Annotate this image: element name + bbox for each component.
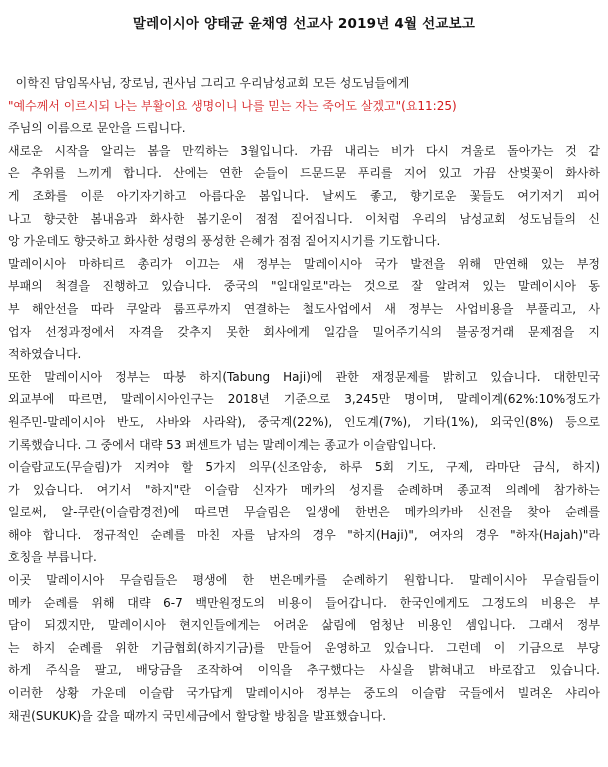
paragraph-line: 기록했습니다. 그 중에서 대략 53 퍼센트가 넘는 말레이계는 종교가 이슬람입니다. [8, 437, 437, 452]
paragraph-line: 이슬람교도(무슬림)가 지켜야 할 5가지 의무(신조암송, 하루 5회 기도, 구제, 라마단 금식, 하지) [8, 460, 600, 475]
paragraph-1 [8, 140, 600, 253]
paragraph-line: 적하였습니다. [8, 347, 82, 362]
paragraph-line: 하게 주식을 팔고, 배당금을 조작하여 이익을 추구했다는 사실을 밝혀내고 바로잡고 있습니다. [8, 663, 600, 678]
paragraph-2 [8, 253, 600, 366]
paragraph-line: 부 해안선을 따라 쿠알라 룸프루까지 연결하는 철도사업에서 새 정부는 사업비용을 부풀리고, 사 [8, 301, 600, 316]
paragraph-line: 새로운 시작을 알리는 봄을 만끽하는 3월입니다. 가끔 내리는 비가 다시 겨울로 돌아가는 것 같 [8, 143, 600, 158]
paragraph-4 [8, 456, 600, 569]
paragraph-line: 게 조화를 이룬 아기자기하고 아름다운 봄입니다. 날씨도 좋고, 향기로운 꽃들도 여기저기 피어 [8, 188, 600, 203]
paragraph-line: 앙 가운데도 향긋하고 화사한 성령의 풍성한 은혜가 점점 짙어지시기를 기도합니다. [8, 234, 441, 249]
paragraph-line: 호칭을 부릅니다. [8, 550, 97, 565]
paragraph-line: 또한 말레이시아 정부는 따붕 하지(Tabung Haji)에 관한 재정문제를 밝히고 있습니다. 대한민국 [8, 369, 600, 384]
paragraph-line: 해야 합니다. 정규적인 순례를 마친 자를 남자의 경우 "하지(Haji)", 여자의 경우 "하자(Hajah)"라 [8, 527, 600, 542]
paragraph-line: 부패의 척결을 진행하고 있습니다. 중국의 "일대일로"라는 것으로 잘 알려져 있는 말레이시아 동 [8, 279, 600, 294]
paragraph-line: 가 있습니다. 여기서 "하지"란 이슬람 신자가 메카의 성지를 순례하며 종교적 의례에 참가하는 [8, 482, 600, 497]
paragraph-line: 업자 선정과정에서 자격을 갖추지 못한 회사에게 일감을 밀어주기식의 불공정거래 문제점을 지 [8, 324, 600, 339]
salutation-line: 주님의 이름으로 문안을 드립니다. [8, 121, 186, 136]
page-title: 말레이시아 양태균 윤채영 선교사 2019년 4월 선교보고 [132, 16, 476, 32]
scripture-verse: "예수께서 이르시되 나는 부활이요 생명이니 나를 믿는 자는 죽어도 살겠고"(요11:25) [8, 98, 457, 113]
paragraph-line: 나고 향긋한 봄내음과 화사한 봄기운이 점점 짙어집니다. 이처럼 우리의 남성교회 성도님들의 신 [8, 211, 600, 226]
paragraph-line: 담이 되겠지만, 말레이시아 현지인들에게는 어려운 삶림에 엄청난 비용인 셈입니다. 그래서 정부 [8, 618, 600, 633]
paragraph-line: 이곳 말레이시아 무슬림들은 평생에 한 번은메카를 순례하기 원합니다. 말레이시아 무슬림들이 [8, 573, 600, 588]
paragraph-line: 외교부에 따르면, 말레이시아인구는 2018년 기준으로 3,245만 명이며, 말레이계(62%:10%정도가 [8, 392, 600, 407]
paragraph-line: 메카 순례를 위해 대략 6-7 백만원정도의 비용이 들어갑니다. 한국인에게도 그정도의 비용은 부 [8, 595, 600, 610]
paragraph-line: 말레이시아 마하티르 총리가 이끄는 새 정부는 말레이시아 국가 발전을 위해 만연해 있는 부정 [8, 256, 600, 271]
paragraph-line: 일로써, 알-쿠란(이슬람경전)에 따르면 무슬림은 일생에 한번은 메카의카바 신전을 찾아 순례를 [8, 505, 600, 520]
paragraph-line: 원주민-말레이시아 반도, 사바와 사라왁), 중국계(22%), 인도계(7%), 기타(1%), 외국인(8%) 등으로 [8, 414, 600, 429]
paragraph-5 [8, 569, 600, 727]
paragraph-3 [8, 366, 600, 456]
greeting-line: 이학진 담임목사님, 장로님, 권사님 그리고 우리남성교회 모든 성도님들에게 [8, 76, 410, 90]
paragraph-line: 은 추위를 느끼게 합니다. 산에는 연한 순들이 드문드문 푸리를 지어 있고 가끔 산벚꽃이 화사하 [8, 166, 600, 181]
paragraph-line: 채권(SUKUK)을 갚을 때까지 국민세금에서 할당할 방침을 발표했습니다. [8, 708, 387, 723]
paragraph-line: 는 하지 순례를 위한 기금협회(하지기금)를 만들어 운영하고 있습니다. 그런데 이 기금으로 부당 [8, 640, 600, 655]
paragraph-line: 이러한 상황 가운데 이슬람 국가답게 말레이시아 정부는 중도의 이슬람 국들에서 빌려온 샤리아 [8, 686, 600, 701]
